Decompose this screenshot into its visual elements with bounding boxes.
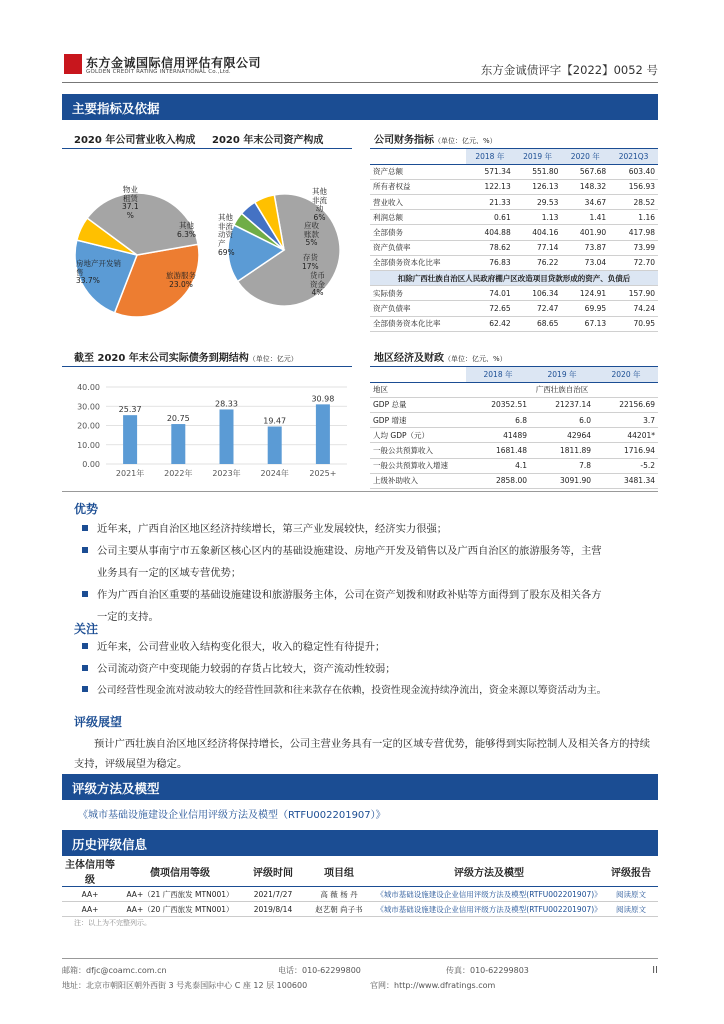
table-cell: 156.93 [609,179,658,194]
table-cell: 122.13 [466,179,514,194]
table-cell: 2019/8/14 [242,902,304,917]
table-cell: 42964 [530,428,594,443]
table-cell: 124.91 [561,286,609,301]
rating-history-table [62,856,658,917]
header-divider [62,82,658,83]
row-label: 上级补助收入 [370,473,466,488]
row-label: 利润总额 [370,210,466,225]
debt-chart-title: 截至 2020 年末公司实际债务到期结构（单位：亿元） [74,353,298,364]
bar-value-label: 25.37 [118,405,142,415]
list-item: 作为广西自治区重要的基础设施建设和旅游服务主体，公司在资产划拨和财政补贴等方面得到了股东及相关各方 [82,584,642,606]
pie-label-inventory: 存货 17% [302,253,319,271]
table-cell: 28.52 [609,195,658,210]
pie-label-property-leasing: 物业 租赁 37.1 % [122,185,139,220]
table-cell: 62.42 [466,316,514,331]
table-cell: 1.13 [514,210,562,225]
debt-maturity-bar-chart [62,374,352,484]
row-label: 实际债务 [370,286,466,301]
table-cell: 3481.34 [594,473,658,488]
pie-label-tourism: 旅游服务 23.0% [166,271,196,289]
table-cell: 78.62 [466,240,514,255]
section-bar-method: 评级方法及模型 [62,774,658,800]
table-cell: 72.47 [514,301,562,316]
row-label: 资产负债率 [370,301,466,316]
table-row [370,413,658,428]
footer-phone: 电话：010-62299800 [278,966,361,975]
concerns-list [82,636,642,702]
table-cell: 29.53 [514,195,562,210]
bar-value-label: 19.47 [263,416,287,426]
table-row [370,195,658,210]
row-label: 全部债务资本化比率 [370,255,466,270]
bullet-icon [82,591,88,597]
table-cell: 3.7 [594,413,658,428]
panel-underline [62,148,352,149]
table-cell: 126.13 [514,179,562,194]
bar-2024年 [268,427,282,464]
table-row [370,286,658,301]
pie-label-receivables: 应收 账款 5% [304,221,319,248]
concerns-heading: 关注 [74,622,99,636]
row-label: 资产负债率 [370,240,466,255]
table-row [370,164,658,179]
read-original-link[interactable]: 阅读原文 [604,887,658,902]
bar-value-label: 28.33 [215,399,238,409]
table-cell: 34.67 [561,195,609,210]
table-cell: 1716.94 [594,443,658,458]
footer-divider [62,958,658,959]
x-tick-label: 2023年 [212,469,241,478]
table-cell: 76.22 [514,255,562,270]
company-name-en: GOLDEN CREDIT RATING INTERNATIONAL Co.,Ltd. [86,69,231,75]
list-item: 公司主要从事南宁市五象新区核心区内的基础设施建设、房地产开发及销售以及广西自治区的旅游服务等，主营 [82,540,642,562]
table-cell: 73.87 [561,240,609,255]
table-row: 地区 广西壮族自治区 [370,382,658,397]
revenue-pie-chart [62,150,212,350]
page-header [62,52,662,82]
table-row [370,316,658,331]
table-cell: 72.70 [609,255,658,270]
page-number: II [652,965,658,976]
outlook-text: 预计广西壮族自治区地区经济将保持增长，公司主营业务具有一定的区域专营优势，能够得到实际控制人及相关各方的持续支持，评级展望为稳定。 [74,738,651,770]
bullet-icon [82,525,88,531]
bullet-icon [82,547,88,553]
table-cell: AA+（20 广西旅发 MTN001） [118,902,242,917]
x-tick-label: 2021年 [115,469,145,478]
table-row [370,473,658,488]
advantages-list: 近年来，广西自治区地区经济持续增长，第三产业发展较快，经济实力很强； 公司主要从事南宁市五象新区核心区内的基础设施建设、房地产开发及销售以及广西自治区的旅游服务等，主营 业务具有一定的区域专营优势； 作为广西自治区重要的基础设施建设和旅游服务主体，公司在资产划拨和财政补贴等方面得到了股东及相关各方 一定的支持。 [82,518,642,628]
table-row [370,397,658,412]
section-divider [62,491,658,492]
table-cell: 21.33 [466,195,514,210]
y-tick-label: 0.00 [82,460,100,469]
table-cell: 76.83 [466,255,514,270]
table-cell: 高 薇 杨 丹 [304,887,374,902]
table-row [370,301,658,316]
x-tick-label: 2022年 [164,469,193,478]
table-row [370,179,658,194]
table-cell: 21237.14 [530,397,594,412]
y-tick-label: 40.00 [77,383,100,392]
revenue-chart-title: 2020 年公司营业收入构成 [74,135,196,146]
table-cell: 1681.48 [466,443,530,458]
table-cell: 1.41 [561,210,609,225]
table-cell: 赵艺朝 尚子书 [304,902,374,917]
table-row [370,443,658,458]
table-cell: 7.8 [530,458,594,473]
table-cell: 417.98 [609,225,658,240]
section-bar-history: 历史评级信息 [62,830,658,856]
table-cell: 20352.51 [466,397,530,412]
table-header-row: 主体信用等级 债项信用等级 评级时间 项目组 评级方法及模型 评级报告 [62,856,658,887]
pie-label-other: 其他 6.3% [177,221,197,239]
table-row [62,902,658,917]
table-cell: 3091.90 [530,473,594,488]
table-row [370,255,658,270]
list-item: 公司流动资产中变现能力较弱的存货占比较大，资产流动性较弱； [82,658,642,680]
table-cell: 2858.00 [466,473,530,488]
table-cell: 73.04 [561,255,609,270]
footer-website[interactable]: 官网：http://www.dfratings.com [370,981,496,990]
table-cell: 69.95 [561,301,609,316]
table-cell: 44201* [594,428,658,443]
table-cell: 567.68 [561,164,609,179]
table-cell: 4.1 [466,458,530,473]
read-original-link[interactable]: 阅读原文 [604,902,658,917]
pie-label-cash: 货币 资金 4% [310,271,325,298]
table-row [370,225,658,240]
table-cell: 6.0 [530,413,594,428]
table-cell: 6.8 [466,413,530,428]
list-item: 公司经营性现金流对波动较大的经营性回款和往来款存在依赖，投资性现金流持续净流出，资金来源以筹资活动为主。 [82,680,642,702]
method-link[interactable]: 《城市基础设施建设企业信用评级方法及模型（RTFU002201907）》 [78,810,386,821]
y-tick-label: 20.00 [77,421,100,431]
table-cell: 0.61 [466,210,514,225]
method-cell-link[interactable]: 《城市基础设施建设企业信用评级方法及模型(RTFU002201907)》 [374,902,604,917]
table-cell: 1811.89 [530,443,594,458]
table-cell: 1.16 [609,210,658,225]
pie-label-other-noncurrent: 其他 非流 动资 产 69% [218,213,235,257]
table-cell: 72.65 [466,301,514,316]
bullet-icon [82,665,88,671]
table-cell: 148.32 [561,179,609,194]
table-row [370,240,658,255]
table-cell: 2021/7/27 [242,887,304,902]
table-row [62,887,658,902]
section-bar-main-indicators: 主要指标及依据 [62,94,658,120]
row-label: 所有者权益 [370,179,466,194]
table-cell: 77.14 [514,240,562,255]
table-cell: 404.16 [514,225,562,240]
pie-label-other-noncurrent-small: 其他 非流 动 6% [312,187,327,222]
assets-chart-title: 2020 年末公司资产构成 [212,135,324,146]
table-cell: AA+（21 广西旅发 MTN001） [118,887,242,902]
table-cell: 70.95 [609,316,658,331]
table-cell: 74.01 [466,286,514,301]
bar-2023年 [220,409,234,464]
y-tick-label: 30.00 [77,402,100,412]
history-note: 注：以上为不完整列示。 [74,919,151,927]
row-label: 全部债务 [370,225,466,240]
list-item: 近年来，公司营业收入结构变化很大，收入的稳定性有待提升； [82,636,642,658]
bar-2021年 [123,415,137,464]
outlook-heading: 评级展望 [74,715,123,729]
table-row [370,458,658,473]
table-cell: 401.90 [561,225,609,240]
footer-address: 地址：北京市朝阳区朝外西街 3 号兆泰国际中心 C 座 12 层 100600 [62,981,308,990]
advantages-heading: 优势 [74,502,99,516]
table-row [370,428,658,443]
bar-2022年 [171,424,185,464]
pie-label-real-estate: 房地产开发销 售 33.7% [76,259,121,286]
row-label: GDP 增速 [370,413,466,428]
table-cell: 603.40 [609,164,658,179]
row-label: 人均 GDP（元） [370,428,466,443]
table-cell: 41489 [466,428,530,443]
y-tick-label: 10.00 [77,440,100,450]
table-cell: AA+ [62,902,118,917]
row-label: 一般公共预算收入 [370,443,466,458]
table-cell: 571.34 [466,164,514,179]
footer-fax: 传真：010-62299803 [446,966,529,975]
table-cell: 157.90 [609,286,658,301]
table-cell: -5.2 [594,458,658,473]
region-table-title: 地区经济及财政（单位：亿元、%） [374,353,507,364]
bar-value-label: 20.75 [166,414,190,424]
table-cell: 551.80 [514,164,562,179]
row-label: 营业收入 [370,195,466,210]
table-subheader-row: 扣除广西壮族自治区人民政府棚户区改造项目贷款形成的资产、负债后 [370,271,658,286]
table-cell: 22156.69 [594,397,658,412]
fin-table-title: 公司财务指标（单位：亿元、%） [374,135,497,146]
table-cell: 73.99 [609,240,658,255]
table-cell: 67.13 [561,316,609,331]
bar-2025+ [316,404,330,464]
table-header-row: 2018 年 2019 年 2020 年 2021Q3 [370,149,658,164]
row-label: 资产总额 [370,164,466,179]
list-item: 近年来，广西自治区地区经济持续增长，第三产业发展较快，经济实力很强； [82,518,642,540]
document-number: 东方金诚债评字【2022】0052 号 [480,63,658,77]
company-logo [64,54,82,74]
bullet-icon [82,643,88,649]
panel-underline [62,366,352,367]
x-tick-label: 2025+ [309,469,337,478]
x-tick-label: 2024年 [260,469,289,478]
company-name-cn: 东方金诚国际信用评估有限公司 [86,56,262,70]
bullet-icon [82,686,88,692]
table-cell: 106.34 [514,286,562,301]
region-economy-table [370,367,658,489]
bar-value-label: 30.98 [311,394,335,404]
table-cell: 404.88 [466,225,514,240]
table-header-row: 2018 年 2019 年 2020 年 [370,367,658,382]
row-label: 全部债务资本化比率 [370,316,466,331]
table-cell: 74.24 [609,301,658,316]
row-label: GDP 总量 [370,397,466,412]
footer-email: 邮箱：dfjc@coamc.com.cn [62,966,167,975]
row-label: 一般公共预算收入增速 [370,458,466,473]
financial-indicators-table [370,149,658,332]
method-cell-link[interactable]: 《城市基础设施建设企业信用评级方法及模型(RTFU002201907)》 [374,887,604,902]
table-cell: AA+ [62,887,118,902]
table-cell: 68.65 [514,316,562,331]
table-row [370,210,658,225]
